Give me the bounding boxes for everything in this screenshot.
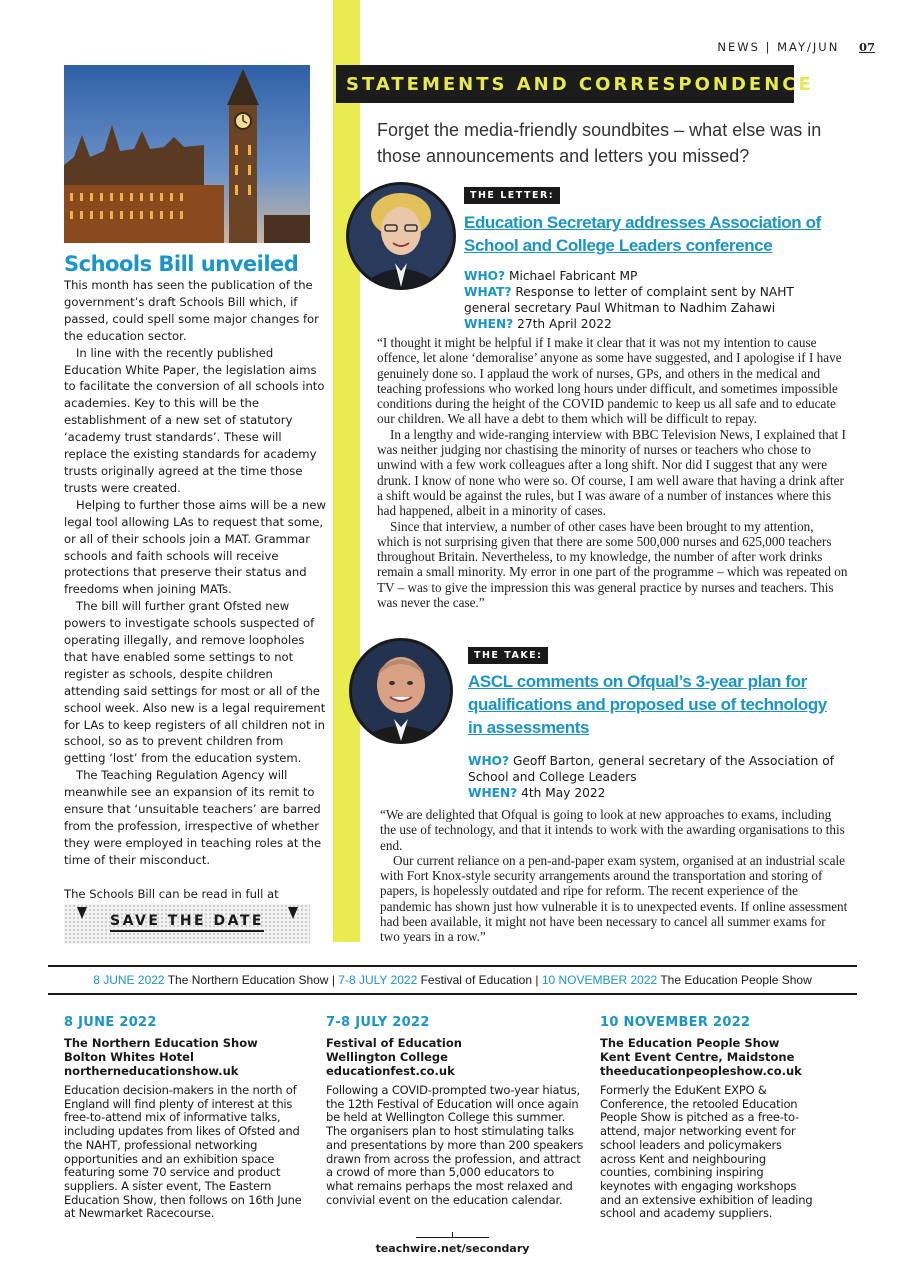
event-date: 8 JUNE 2022 xyxy=(64,1015,157,1030)
letter-paragraph: In a lengthy and wide-ranging interview with BBC Television News, I explained that I was neither judging nor chastising the minority of nurses or teachers who chose to unwind with a few work colleagues after a long shift. Nor did I suggest that any were drunk. I know of none who were so. Of course, I am well aware that having a drink after a shift would be against the rules, but I was aware of a number of instances where this had happened, albeit in a minority of cases. xyxy=(377,426,846,519)
take-tag: THE TAKE: xyxy=(468,647,548,664)
event-website[interactable]: northerneducationshow.uk xyxy=(64,1064,239,1078)
portrait-illustration xyxy=(352,641,450,741)
take-headline[interactable]: ASCL comments on Ofqual’s 3-year plan for qualifications and proposed use of technology in assessments xyxy=(468,672,827,737)
left-article-body xyxy=(64,277,326,919)
section-label: NEWS | MAY/JUN xyxy=(717,40,840,54)
event-description: Following a COVID-prompted two-year hiatus, the 12th Festival of Education will once again be held at Wellington College this summer. The organisers plan to host stimulating talks and presentations by more than 200 speakers drawn from across the profession, and attract a crowd of more than 5,000 educators to what remains perhaps the most relaxed and convivial event on the education calendar. xyxy=(326,1083,584,1207)
take-quote xyxy=(380,807,848,945)
events-strip: 8 JUNE 2022 The Northern Education Show | 7-8 JULY 2022 Festival of Education | 10 NOVEMBER 2022 The Education People Show xyxy=(93,973,812,987)
event-website[interactable]: educationfest.co.uk xyxy=(326,1064,455,1078)
parliament-illustration xyxy=(64,65,310,243)
westminster-photo xyxy=(64,65,310,243)
save-the-date-label: SAVE THE DATE xyxy=(64,913,310,929)
left-paragraph-link: The Schools Bill can be read in full at xyxy=(64,886,279,901)
event-details: The Northern Education Show Bolton Whites Hotel northerneducationshow.uk xyxy=(64,1036,314,1078)
event-people-show xyxy=(600,1015,815,1221)
event-northern xyxy=(64,1015,314,1221)
yellow-accent-bar xyxy=(333,0,360,942)
letter-paragraph: “I thought it might be helpful if I make it clear that it was not my intention to cause offence, let alone ‘demoralise’ anyone as some have suggested, and I apologise if I have genuinely done so. I applaud the work of nurses, GPs, and others in the medical and teaching professions who worked long hours under difficult, and sometimes impossible conditions during the height of the COVID pandemic to keep us all safe and to educate our children. We all have a debt to them which will be difficult to repay. xyxy=(377,335,842,427)
section-banner-title: STATEMENTS AND CORRESPONDENCE xyxy=(346,74,814,95)
take-paragraph: “We are delighted that Ofqual is going to look at new approaches to exams, including the use of technology, and that it intends to work with the awarding organisations to this end. xyxy=(380,807,845,853)
letter-quote xyxy=(377,335,849,610)
fabricant-portrait xyxy=(346,182,456,290)
letter-paragraph: Since that interview, a number of other cases have been brought to my attention, which is not surprising given that there are some 500,000 nurses and 625,000 teachers throughout Britain. Nevertheless, to my knowledge, the number of after work drinks remain a small minority. My error in one part of the programme – which was repeated on TV – was to give the impression this was general practice by nurses and teachers. This was never the case.” xyxy=(377,518,848,611)
event-date: 7-8 JULY 2022 xyxy=(326,1015,430,1030)
event-website[interactable]: theeducationpeopleshow.co.uk xyxy=(600,1064,802,1078)
left-paragraph: Helping to further those aims will be a new legal tool allowing LAs to request that some, or all of their schools join a MAT. Grammar schools and faith schools will receive protections that preserve their status and freedoms when joining MATs. xyxy=(64,497,326,597)
event-festival xyxy=(326,1015,584,1207)
event-description: Formerly the EduKent EXPO & Conference, the retooled Education People Show is pitched as a free-to-attend, major networking event for school leaders and policymakers across Kent and neighbouring counties, combining inspiring keynotes with engaging workshops and an extensive exhibition of leading school and academy suppliers. xyxy=(600,1083,813,1221)
event-details: The Education People Show Kent Event Centre, Maidstone theeducationpeopleshow.co.uk xyxy=(600,1036,815,1078)
take-paragraph: Our current reliance on a pen-and-paper exam system, organised at an industrial scale with Fort Knox-style security arrangements around the transportation and storing of papers, is hopelessly outdated and ripe for reform. The recent experience of the pandemic has shown just how vulnerable it is to unexpected events. If online assessment had been available, it might not have been necessary to cancel all summer exams for two years in a row.” xyxy=(380,852,848,945)
letter-meta: WHO? Michael Fabricant MP WHAT? Response to letter of complaint sent by NAHT general secretary Paul Whitman to Nadhim Zahawi WHEN? 27th April 2022 xyxy=(464,269,794,331)
section-intro: Forget the media-friendly soundbites – what else was in those announcements and letters you missed? xyxy=(377,120,822,166)
left-paragraph: The Teaching Regulation Agency will meanwhile see an expansion of its remit to ensure that ‘unsuitable teachers’ are barred from the profession, irrespective of whether they were employed in teaching roles at the time of their misconduct. xyxy=(64,768,322,867)
left-paragraph: The bill will further grant Ofsted new powers to investigate schools suspected of operating illegally, and remove loopholes that have enabled some settings to not register as schools, despite children attending said settings for most or all of the school week. Also new is a legal requirement for LAs to keep registers of all children not in school, so as to prevent children from getting ‘lost’ from the education system. xyxy=(64,599,326,766)
event-description: Education decision-makers in the north of England will find plenty of interest at this free-to-attend mix of informative talks, including updates from likes of Ofsted and the NAHT, professional networking opportunities and an exhibition space featuring some 70 service and product suppliers. A sister event, The Eastern Education Show, then follows on 16th June at Newmarket Racecourse. xyxy=(64,1083,302,1221)
letter-tag: THE LETTER: xyxy=(464,187,560,204)
left-paragraph: In line with the recently published Education White Paper, the legislation aims to facilitate the conversion of all schools into academies. Key to this will be the establishment of a new set of statutory ‘academy trust standards’. These will replace the existing standards for academy trusts originally agreed at the time those trusts were created. xyxy=(64,345,325,495)
left-paragraph: This month has seen the publication of the government’s draft Schools Bill which, if passed, could spell some major changes for the education sector. xyxy=(64,278,319,343)
portrait-illustration xyxy=(349,185,453,287)
top-rule xyxy=(48,965,857,967)
letter-headline[interactable]: Education Secretary addresses Association of School and College Leaders conference xyxy=(464,213,821,255)
footer-tick xyxy=(452,1232,453,1238)
event-details: Festival of Education Wellington College educationfest.co.uk xyxy=(326,1036,584,1078)
running-head xyxy=(717,40,875,54)
left-article-title: Schools Bill unveiled xyxy=(64,252,299,276)
barton-portrait xyxy=(349,638,453,744)
footer-url[interactable]: teachwire.net/secondary xyxy=(375,1242,530,1255)
take-meta: WHO? Geoff Barton, general secretary of the Association of School and College Leaders WHEN? 4th May 2022 xyxy=(468,754,835,800)
page-number: 07 xyxy=(858,40,875,54)
event-date: 10 NOVEMBER 2022 xyxy=(600,1015,751,1030)
bottom-rule xyxy=(48,993,857,995)
